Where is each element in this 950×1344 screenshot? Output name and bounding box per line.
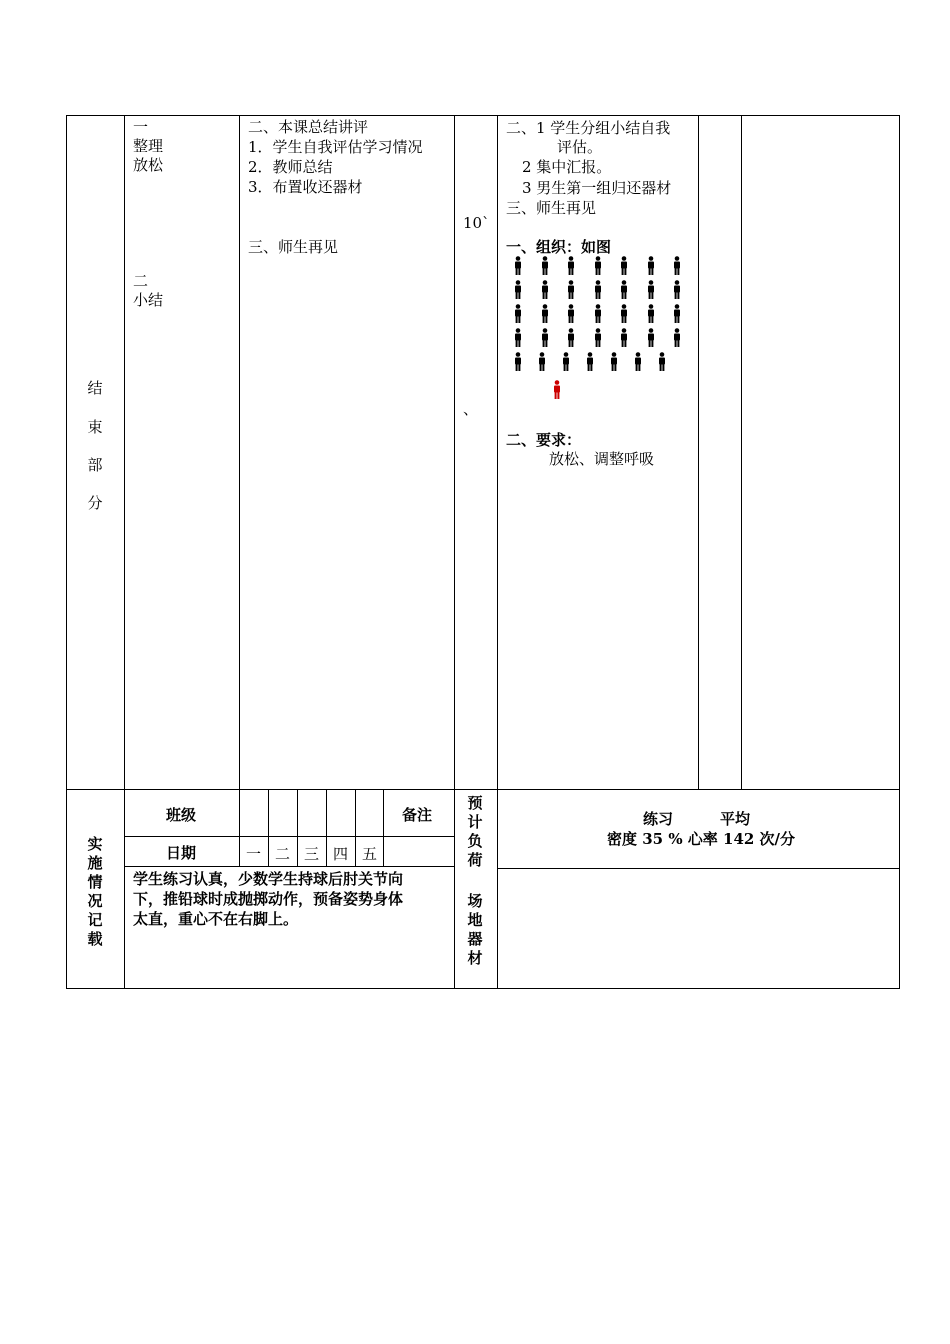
side-char: 况 [87,892,103,910]
student-figure-icon [646,280,656,300]
phase-1-line1: 整理 [133,137,164,155]
student-figure-icon [513,304,523,324]
requirements-text: 放松、调整呼吸 [549,450,655,468]
venue-char: 材 [467,949,483,967]
student-line: 评估。 [557,138,603,156]
phase-2-number: 二 [133,272,149,290]
student-figure-icon [566,328,576,348]
student-figure-icon [540,304,550,324]
student-figure-icon [619,256,629,276]
student-figure-icon [593,280,603,300]
student-figure-icon [537,352,547,372]
student-figure-icon [513,352,523,372]
day-cell: 四 [333,845,349,863]
side-char: 分 [87,494,103,512]
side-char: 施 [87,854,103,872]
side-char: 部 [87,456,103,474]
student-figure-icon [566,256,576,276]
remarks-label: 备注 [402,806,433,824]
venue-char: 器 [467,930,483,948]
student-figure-icon [593,304,603,324]
student-figure-icon [566,304,576,324]
teacher-line: 2．教师总结 [248,158,333,176]
student-figure-icon [566,280,576,300]
student-figure-icon [540,280,550,300]
organization-heading: 一、组织：如图 [506,238,612,256]
phase-1-line2: 放松 [133,156,164,174]
student-figure-icon [672,280,682,300]
class-label: 班级 [166,806,197,824]
day-cell: 三 [304,845,320,863]
student-figure-icon [609,352,619,372]
notes-line: 学生练习认真，少数学生持球后肘关节向 [133,870,404,888]
student-figure-icon [619,280,629,300]
student-figure-icon [585,352,595,372]
load-line1-a: 练习 [643,810,674,828]
side-char: 记 [87,911,103,929]
day-cell: 一 [246,845,262,863]
teacher-line: 二、本课总结讲评 [248,118,369,136]
student-figure-icon [672,328,682,348]
load-char: 计 [467,813,483,831]
student-figure-icon [540,328,550,348]
time-value: 10` [463,214,490,232]
student-figure-icon [513,280,523,300]
student-figure-icon [561,352,571,372]
day-cell: 二 [275,845,291,863]
student-line: 3 男生第一组归还器材 [522,179,672,197]
student-figure-icon [633,352,643,372]
student-figure-icon [513,256,523,276]
student-figure-icon [619,328,629,348]
student-figure-icon [513,328,523,348]
teacher-line: 1．学生自我评估学习情况 [248,138,423,156]
notes-line: 下，推铅球时成抛掷动作，预备姿势身体 [133,890,404,908]
load-char: 荷 [467,851,483,869]
teacher-figure-icon [552,380,562,400]
requirements-heading: 二、要求： [506,431,582,449]
student-figure-icon [619,304,629,324]
student-figure-icon [657,352,667,372]
student-line: 2 集中汇报。 [522,158,612,176]
student-figure-icon [646,304,656,324]
side-char: 载 [87,930,103,948]
load-char: 负 [467,832,483,850]
load-char: 预 [467,794,483,812]
student-line: 二、1 学生分组小结自我 [506,119,671,137]
side-char: 束 [87,418,103,436]
student-figure-icon [540,256,550,276]
student-figure-icon [593,256,603,276]
venue-char: 场 [467,892,483,910]
day-cell: 五 [362,845,378,863]
teacher-line: 3．布置收还器材 [248,178,363,196]
teacher-line: 三、师生再见 [248,238,339,256]
time-mark: 、 [463,400,479,418]
student-figure-icon [672,304,682,324]
student-figure-icon [593,328,603,348]
side-char: 情 [87,873,103,891]
load-line1-b: 平均 [720,810,751,828]
student-figure-icon [646,328,656,348]
load-line2: 密度 35 % 心率 142 次/分 [607,830,796,848]
side-char: 结 [87,379,103,397]
student-line: 三、师生再见 [506,199,597,217]
phase-2-text: 小结 [133,291,164,309]
date-label: 日期 [166,844,197,862]
student-figure-icon [646,256,656,276]
phase-1-number: 一 [133,118,149,136]
student-figure-icon [672,256,682,276]
side-char: 实 [87,835,103,853]
venue-char: 地 [467,911,483,929]
notes-line: 太直，重心不在右脚上。 [133,910,299,928]
